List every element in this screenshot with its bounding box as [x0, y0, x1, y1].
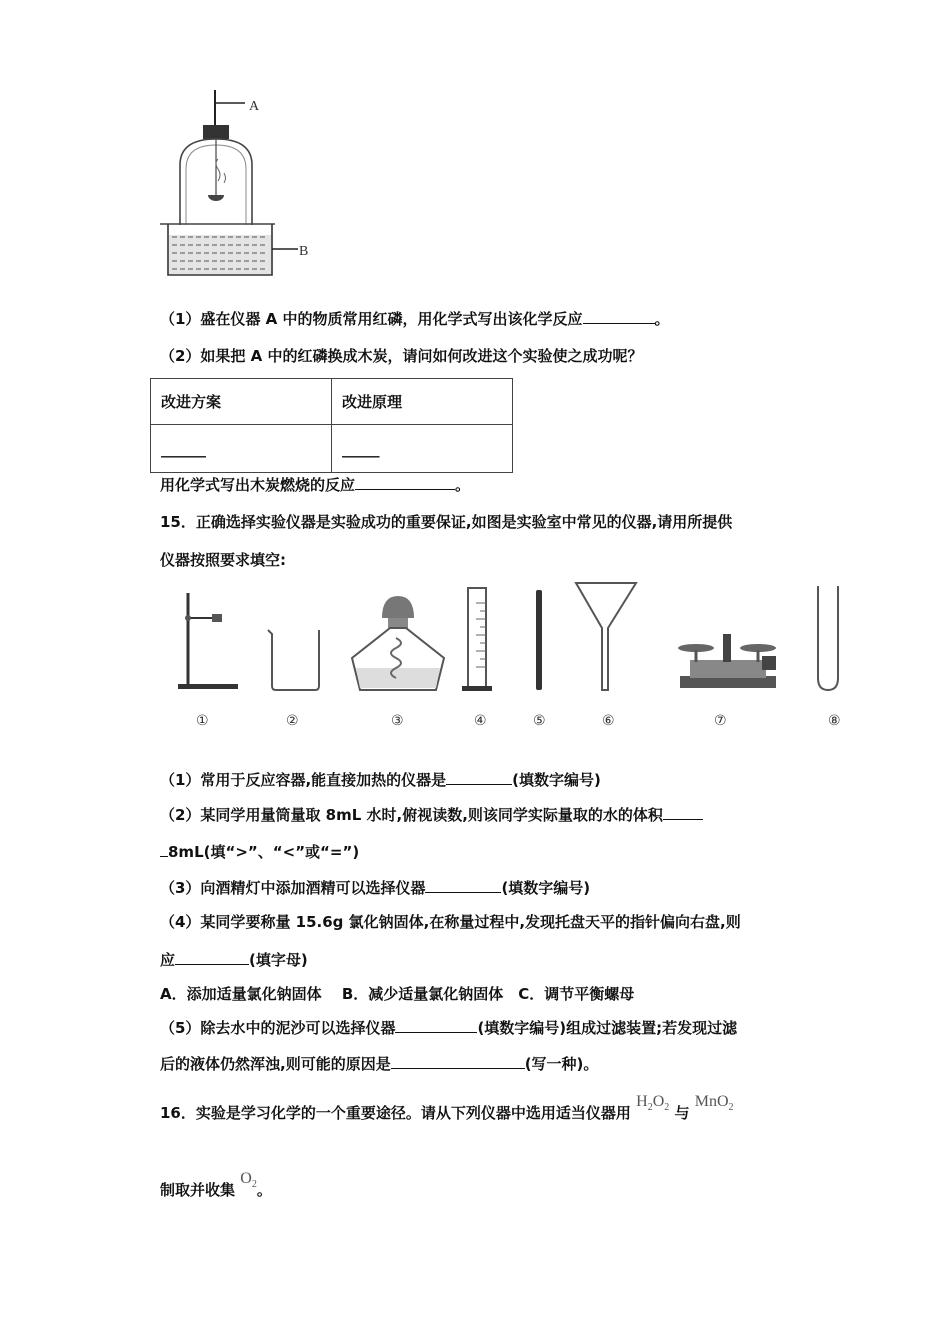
q15-intro-line2: 仪器按照要求填空:: [160, 551, 286, 569]
q15-sub4a: （4）某同学要称量 15.6g 氯化钠固体,在称量过程中,发现托盘天平的指针偏向右盘,则: [160, 913, 741, 931]
q14-part1: （1）盛在仪器 A 中的物质常用红磷，用化学式写出该化学反应 。: [160, 310, 670, 328]
instrument-label-7: ⑦: [714, 713, 727, 729]
balance-icon: [678, 634, 776, 688]
q15-sub1: （1）常用于反应容器,能直接加热的仪器是 (填数字编号): [160, 771, 601, 789]
table-cell-principle[interactable]: _____: [332, 425, 513, 473]
q16-line2: 制取并收集 $O_2$。: [160, 1170, 272, 1199]
q15-sub4b: 应 (填字母): [160, 951, 308, 969]
q15-sub2b-blank[interactable]: [160, 842, 168, 857]
q15-sub2-blank[interactable]: [663, 805, 703, 820]
instrument-label-8: ⑧: [828, 713, 841, 729]
q14-part2: （2）如果把 A 中的红磷换成木炭，请问如何改进这个实验使之成功呢？: [160, 347, 643, 365]
q15-sub3-blank[interactable]: [425, 878, 501, 893]
q15-sub2a: （2）某同学用量筒量取 8mL 水时,俯视读数,则该同学实际量取的水的体积: [160, 805, 703, 825]
bell-jar-apparatus-figure: [150, 85, 330, 285]
glass-rod-icon: [536, 590, 542, 690]
table-cell-plan[interactable]: ______: [151, 425, 332, 473]
instrument-label-5: ⑤: [533, 713, 546, 729]
instrument-label-4: ④: [474, 713, 487, 729]
instrument-label-6: ⑥: [602, 713, 615, 729]
q15-sub5a: （5）除去水中的泥沙可以选择仪器 (填数字编号)组成过滤装置;若发现过滤: [160, 1019, 738, 1037]
q15-sub3: （3）向酒精灯中添加酒精可以选择仪器 (填数字编号): [160, 879, 591, 897]
iron-stand-icon: [178, 593, 238, 689]
improvement-table: [150, 378, 513, 473]
label-a: A: [249, 99, 260, 114]
label-b: B: [299, 244, 309, 259]
q15-intro-line1: 15．正确选择实验仪器是实验成功的重要保证,如图是实验室中常见的仪器,请用所提供: [160, 513, 733, 531]
q15-sub1-blank[interactable]: [446, 770, 512, 785]
table-header-principle: 改进原理: [332, 379, 513, 425]
q15-options: A．添加适量氯化钠固体 B．减少适量氯化钠固体 C．调节平衡螺母: [160, 985, 635, 1003]
alcohol-lamp-icon: [352, 596, 444, 690]
q15-sub5-blank1[interactable]: [395, 1018, 477, 1033]
formula-mno2: MnO$_2$: [694, 1093, 734, 1114]
beaker-icon: [268, 630, 319, 690]
formula-o2: $O_2$: [240, 1170, 257, 1191]
q15-sub5-blank2[interactable]: [391, 1054, 525, 1069]
q14-part3-blank[interactable]: [355, 475, 455, 490]
test-tube-icon: [818, 586, 838, 690]
q15-sub5b: 后的液体仍然浑浊,则可能的原因是 (写一种)。: [160, 1055, 599, 1073]
q14-part1-blank[interactable]: [583, 309, 655, 324]
instrument-label-1: ①: [196, 713, 209, 729]
q15-sub2b: 8mL(填“>”、“<”或“=”): [160, 842, 359, 862]
formula-h2o2: $H_2O_2$: [636, 1093, 670, 1114]
instrument-label-2: ②: [286, 713, 299, 729]
q16-line1: 16．实验是学习化学的一个重要途径。请从下列仪器中选用适当仪器用 $H_2O_2$ 与 MnO$_2$: [160, 1093, 734, 1122]
table-header-plan: 改进方案: [151, 379, 332, 425]
q15-sub4-blank[interactable]: [175, 950, 249, 965]
graduated-cylinder-icon: [462, 588, 492, 691]
funnel-icon: [576, 583, 636, 690]
instrument-label-3: ③: [391, 713, 404, 729]
instruments-figure: [160, 578, 850, 703]
q14-part3: 用化学式写出木炭燃烧的反应 。: [160, 476, 471, 494]
